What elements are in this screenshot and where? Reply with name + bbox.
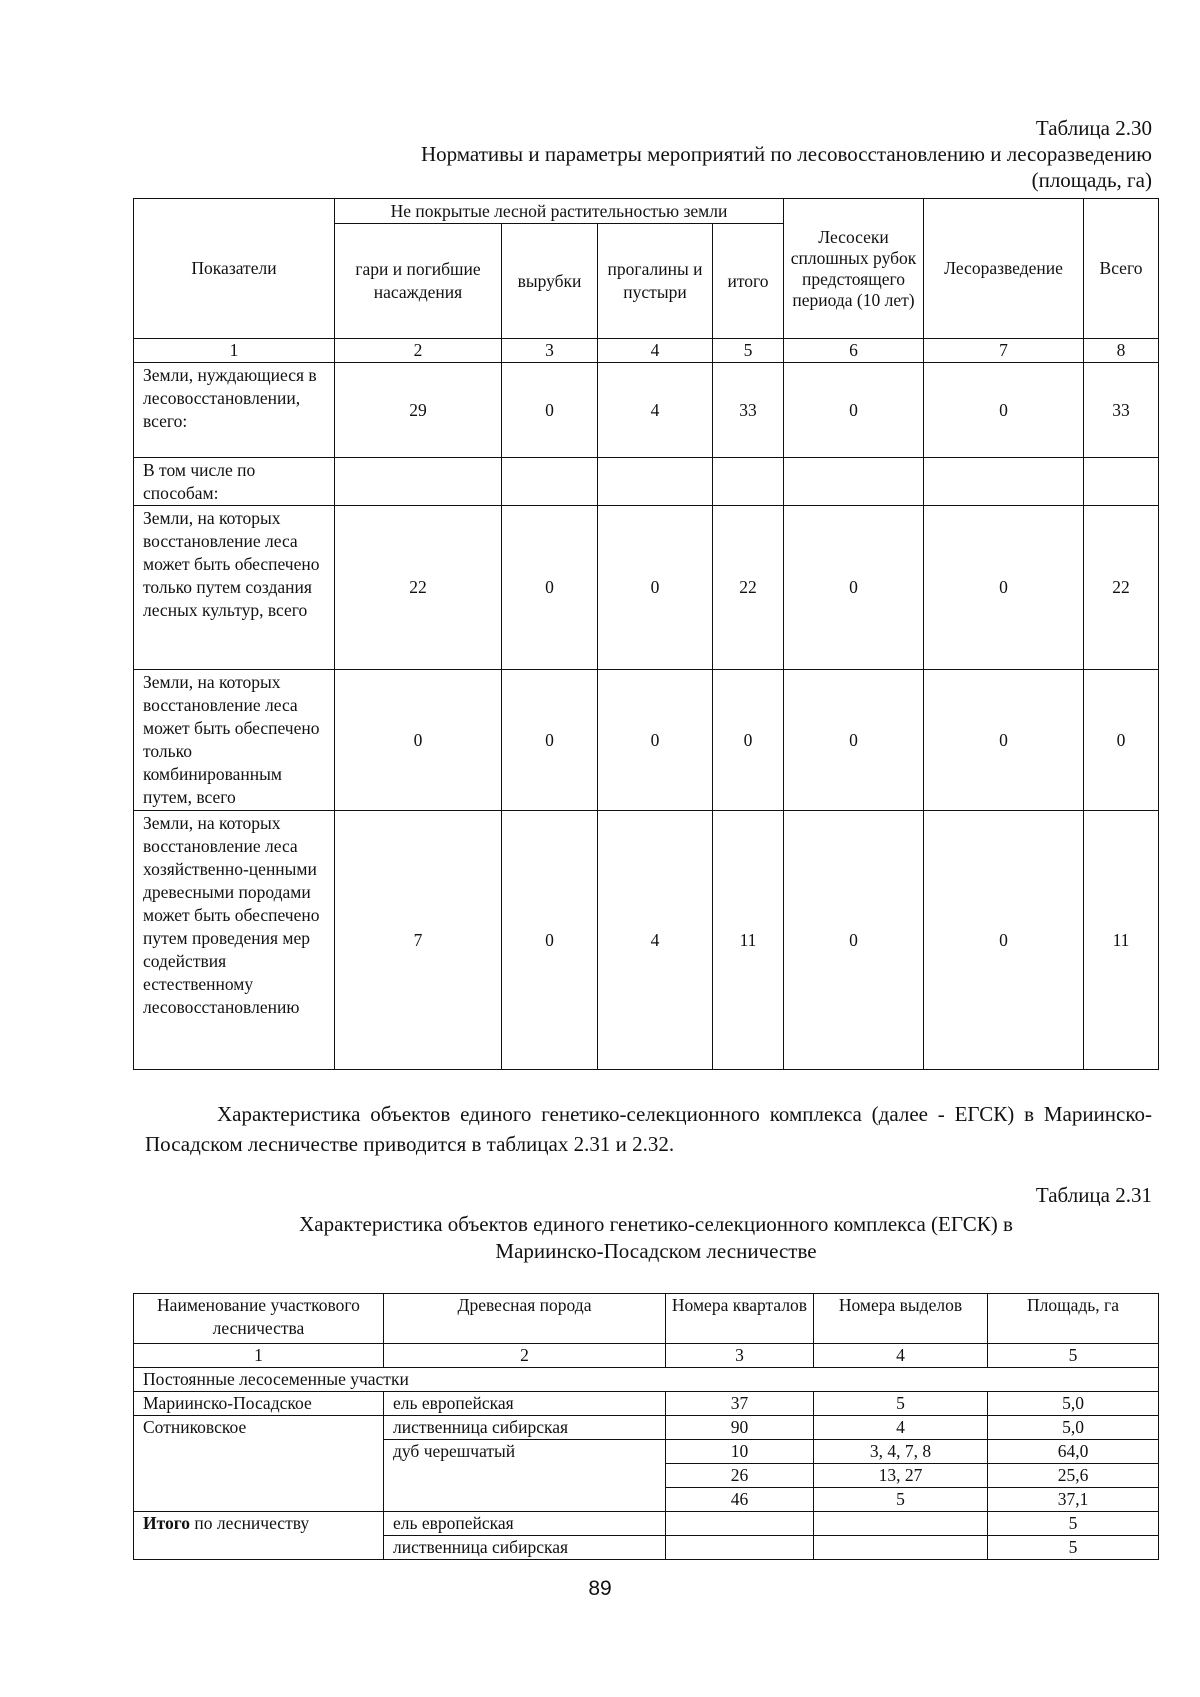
table-231-title-line2: Мариинско-Посадском лесничестве [495, 1239, 817, 1263]
table-row [134, 1488, 1159, 1512]
col-number: 8 [1084, 339, 1159, 363]
total-label-rest: по лесничеству [190, 1513, 310, 1534]
cell-quarter [666, 1536, 814, 1560]
table-row [134, 670, 1159, 811]
cell: 22 [713, 506, 784, 670]
col-number: 3 [502, 339, 598, 363]
cell-species [384, 1488, 666, 1512]
cell-species [384, 1464, 666, 1488]
cell-area: 64,0 [988, 1440, 1159, 1464]
col-number: 6 [784, 339, 924, 363]
cell: 4 [598, 811, 713, 1070]
cell-quarter: 26 [666, 1464, 814, 1488]
col-number: 5 [713, 339, 784, 363]
cell-species: ель европейская [384, 1512, 666, 1536]
cell: 11 [713, 811, 784, 1070]
cell [713, 458, 784, 506]
header-fellings: Лесосеки сплошных рубок предстоящего периода (10 лет) [784, 199, 924, 339]
total-label [134, 1512, 384, 1536]
cell-district [134, 1440, 384, 1464]
col-number: 1 [134, 1344, 384, 1368]
cell-area: 5 [988, 1512, 1159, 1536]
header-quarters: Номера кварталов [666, 1294, 814, 1344]
cell-area: 5 [988, 1536, 1159, 1560]
cell: 7 [335, 811, 502, 1070]
table-231-title-line1: Характеристика объектов единого генетико-селекционного комплекса (ЕГСК) в [299, 1212, 1013, 1236]
cell-quarter: 10 [666, 1440, 814, 1464]
cell-district [134, 1488, 384, 1512]
total-row [134, 1536, 1159, 1560]
header-unforested-group: Не покрытые лесной растительностью земли [335, 199, 784, 224]
cell: 22 [1084, 506, 1159, 670]
cell: 33 [1084, 363, 1159, 458]
section-row: Постоянные лесосеменные участки [134, 1368, 1159, 1392]
cell-species: дуб черешчатый [384, 1440, 666, 1464]
cell-allotment: 5 [814, 1488, 988, 1512]
header-subtotal: итого [713, 224, 784, 339]
col-number: 5 [988, 1344, 1159, 1368]
cell: 0 [784, 811, 924, 1070]
cell: 29 [335, 363, 502, 458]
table-row [134, 1440, 1159, 1464]
cell-area: 37,1 [988, 1488, 1159, 1512]
header-allotments: Номера выделов [814, 1294, 988, 1344]
table-230-unit: (площадь, га) [1031, 168, 1152, 192]
cell-allotment [814, 1512, 988, 1536]
col-number: 2 [335, 339, 502, 363]
table-row [134, 1464, 1159, 1488]
header-area: Площадь, га [988, 1294, 1159, 1344]
table-row [134, 506, 1159, 670]
col-number: 3 [666, 1344, 814, 1368]
cell-area: 25,6 [988, 1464, 1159, 1488]
cell: 0 [598, 506, 713, 670]
cell: 33 [713, 363, 784, 458]
cell-district [134, 1536, 384, 1560]
table-230 [133, 198, 1159, 1070]
table-row [134, 458, 1159, 506]
cell: 11 [1084, 811, 1159, 1070]
cell-quarter: 37 [666, 1392, 814, 1416]
header-district: Наименование участкового лесничества [134, 1294, 384, 1344]
cell: 0 [924, 811, 1084, 1070]
cell-allotment: 4 [814, 1416, 988, 1440]
cell: 0 [502, 506, 598, 670]
col-number: 7 [924, 339, 1084, 363]
col-number: 4 [598, 339, 713, 363]
cell-allotment: 5 [814, 1392, 988, 1416]
cell: 0 [502, 670, 598, 811]
row-label: Земли, на которых восстановление леса хозяйственно-ценными древесными породами может быть обеспечено путем проведения мер содействия естественному лесовосстановлению [134, 811, 335, 1070]
table-231 [133, 1293, 1159, 1560]
cell: 0 [502, 811, 598, 1070]
row-label: Земли, на которых восстановление леса может быть обеспечено только комбинированным путем, всего [134, 670, 335, 811]
row-label: Земли, нуждающиеся в лесовосстановлении, всего: [134, 363, 335, 458]
cell-district: Сотниковское [134, 1416, 384, 1440]
cell-species: лиственница сибирская [384, 1536, 666, 1560]
header-total: Всего [1084, 199, 1159, 339]
header-burned: гари и погибшие насаждения [335, 224, 502, 339]
cell: 4 [598, 363, 713, 458]
table-row [134, 1416, 1159, 1440]
table-row [134, 811, 1159, 1070]
cell-allotment: 13, 27 [814, 1464, 988, 1488]
header-species: Древесная порода [384, 1294, 666, 1344]
cell [598, 458, 713, 506]
cell-area: 5,0 [988, 1416, 1159, 1440]
cell: 0 [335, 670, 502, 811]
cell-district: Мариинско-Посадское [134, 1392, 384, 1416]
cell [924, 458, 1084, 506]
cell: 0 [784, 363, 924, 458]
cell: 0 [924, 363, 1084, 458]
row-label: Земли, на которых восстановление леса может быть обеспечено только путем создания лесных культур, всего [134, 506, 335, 670]
cell-species: ель европейская [384, 1392, 666, 1416]
header-afforestation: Лесоразведение [924, 199, 1084, 339]
cell: 0 [713, 670, 784, 811]
col-number: 1 [134, 339, 335, 363]
header-clearings: прогалины и пустыри [598, 224, 713, 339]
table-row [134, 1392, 1159, 1416]
cell: 0 [784, 670, 924, 811]
table-row [134, 363, 1159, 458]
total-row [134, 1512, 1159, 1536]
cell: 0 [1084, 670, 1159, 811]
cell-quarter [666, 1512, 814, 1536]
header-indicator: Показатели [134, 199, 335, 339]
header-cuttings: вырубки [502, 224, 598, 339]
row-label: В том числе по способам: [134, 458, 335, 506]
cell: 0 [784, 506, 924, 670]
cell [335, 458, 502, 506]
cell-quarter: 46 [666, 1488, 814, 1512]
col-number: 2 [384, 1344, 666, 1368]
cell: 22 [335, 506, 502, 670]
cell-species: лиственница сибирская [384, 1416, 666, 1440]
cell-allotment [814, 1536, 988, 1560]
table-230-title: Нормативы и параметры мероприятий по лесовосстановлению и лесоразведению [420, 142, 1152, 166]
cell: 0 [502, 363, 598, 458]
table-230-label: Таблица 2.30 [1035, 116, 1152, 140]
cell [784, 458, 924, 506]
cell-allotment: 3, 4, 7, 8 [814, 1440, 988, 1464]
table-231-label: Таблица 2.31 [1035, 1183, 1152, 1207]
cell-quarter: 90 [666, 1416, 814, 1440]
total-label-bold: Итого [143, 1513, 190, 1534]
cell-district [134, 1464, 384, 1488]
cell [502, 458, 598, 506]
cell [1084, 458, 1159, 506]
page-number: 89 [588, 1577, 612, 1600]
cell: 0 [924, 506, 1084, 670]
body-paragraph: Характеристика объектов единого генетико-селекционного комплекса (далее - ЕГСК) в Мариинско-Посадском лесничестве приводится в таблицах 2.31 и 2.32. [145, 1102, 1152, 1156]
cell: 0 [924, 670, 1084, 811]
cell: 0 [598, 670, 713, 811]
col-number: 4 [814, 1344, 988, 1368]
cell-area: 5,0 [988, 1392, 1159, 1416]
